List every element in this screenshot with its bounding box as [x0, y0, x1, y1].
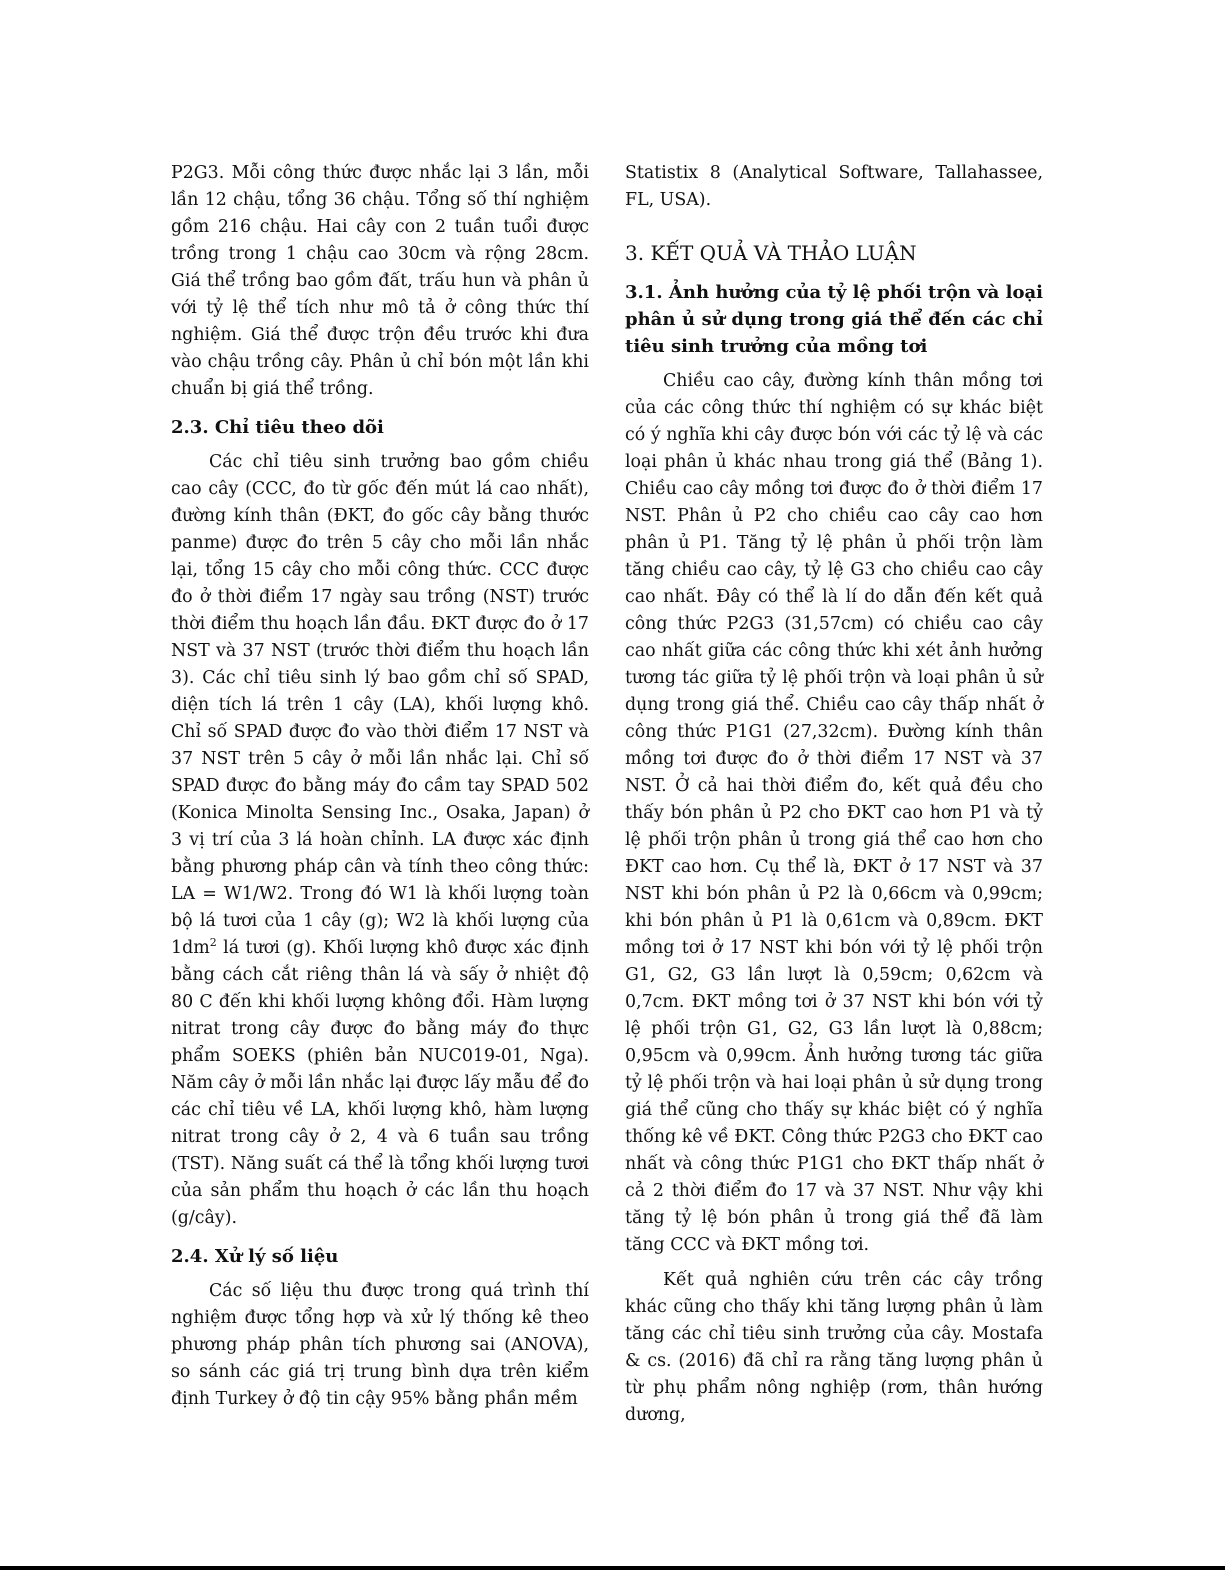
- right-column: [625, 160, 1043, 1429]
- superscript-2: 2: [209, 936, 217, 950]
- section-2-3-paragraph: [171, 449, 589, 1232]
- section-2-4-heading: 2.4. Xử lý số liệu: [171, 1246, 339, 1267]
- section-2-3-text-part-2: lá tươi (g). Khối lượng khô được xác định bằng cách cắt riêng thân lá và sấy ở nhiệt độ 80 C đến khi khối lượng không đổi. Hàm lượng nitrat trong cây được đo bằng máy đo thực phẩm SOEKS (phiên bản NUC019-01, Nga). Năm cây ở mỗi lần nhắc lại được lấy mẫu để đo các chỉ tiêu về LA, khối lượng khô, hàm lượng nitrat trong cây ở 2, 4 và 6 tuần sau trồng (TST). Năng suất cá thể là tổng khối lượng tươi của sản phẩm thu hoạch ở các lần thu hoạch (g/cây).: [171, 938, 589, 1228]
- section-3-1-heading: 3.1. Ảnh hưởng của tỷ lệ phối trộn và loại phân ủ sử dụng trong giá thể đến các chỉ tiêu sinh trưởng của mồng tơi: [625, 282, 1043, 357]
- section-2-4-paragraph: Các số liệu thu được trong quá trình thí nghiệm được tổng hợp và xử lý thống kê theo phương pháp phân tích phương sai (ANOVA), so sánh các giá trị trung bình dựa trên kiểm định Turkey ở độ tin cậy 95% bằng phần mềm: [171, 1281, 589, 1409]
- section-2-3-text-part-1: Các chỉ tiêu sinh trưởng bao gồm chiều cao cây (CCC, đo từ gốc đến mút lá cao nhất), đường kính thân (ĐKT, đo gốc cây bằng thước panme) được đo trên 5 cây cho mỗi lần nhắc lại, tổng 15 cây cho mỗi công thức. CCC được đo ở thời điểm 17 ngày sau trồng (NST) trước thời điểm thu hoạch lần đầu. ĐKT được đo ở 17 NST và 37 NST (trước thời điểm thu hoạch lần 3). Các chỉ tiêu sinh lý bao gồm chỉ số SPAD, diện tích lá trên 1 cây (LA), khối lượng khô. Chỉ số SPAD được đo vào thời điểm 17 NST và 37 NST trên 5 cây ở mỗi lần nhắc lại. Chỉ số SPAD được đo bằng máy đo cầm tay SPAD 502 (Konica Minolta Sensing Inc., Osaka, Japan) ở 3 vị trí của 3 lá hoàn chỉnh. LA được xác định bằng phương pháp cân và tính theo công thức: LA = W1/W2. Trong đó W1 là khối lượng toàn bộ lá tươi của 1 cây (g); W2 là khối lượng của 1dm: [171, 452, 589, 958]
- section-2-3-heading: 2.3. Chỉ tiêu theo dõi: [171, 417, 384, 438]
- intro-paragraph: P2G3. Mỗi công thức được nhắc lại 3 lần, mỗi lần 12 chậu, tổng 36 chậu. Tổng số thí nghiệm gồm 216 chậu. Hai cây con 2 tuần tuổi được trồng trong 1 chậu cao 30cm và rộng 28cm. Giá thể trồng bao gồm đất, trấu hun và phân ủ với tỷ lệ thể tích như mô tả ở công thức thí nghiệm. Giá thể được trộn đều trước khi đưa vào chậu trồng cây. Phân ủ chỉ bón một lần khi chuẩn bị giá thể trồng.: [171, 163, 589, 399]
- left-column: [171, 160, 589, 1413]
- results-paragraph-1: Chiều cao cây, đường kính thân mồng tơi của các công thức thí nghiệm có sự khác biệt có ý nghĩa khi cây được bón với các tỷ lệ và các loại phân ủ khác nhau trong giá thể (Bảng 1). Chiều cao cây mồng tơi được đo ở thời điểm 17 NST. Phân ủ P2 cho chiều cao cây cao hơn phân ủ P1. Tăng tỷ lệ phân ủ phối trộn làm tăng chiều cao cây, tỷ lệ G3 cho chiều cao cây cao nhất. Đây có thể là lí do dẫn đến kết quả công thức P2G3 (31,57cm) có chiều cao cây cao nhất giữa các công thức khi xét ảnh hưởng tương tác giữa tỷ lệ phối trộn và loại phân ủ sử dụng trong giá thể. Chiều cao cây thấp nhất ở công thức P1G1 (27,32cm). Đường kính thân mồng tơi được đo ở thời điểm 17 NST và 37 NST. Ở cả hai thời điểm đo, kết quả đều cho thấy bón phân ủ P2 cho ĐKT cao hơn P1 và tỷ lệ phối trộn phân ủ trong giá thể cao hơn cho ĐKT cao hơn. Cụ thể là, ĐKT ở 17 NST và 37 NST khi bón phân ủ P2 là 0,66cm và 0,99cm; khi bón phân ủ P1 là 0,61cm và 0,89cm. ĐKT mồng tơi ở 17 NST khi bón với tỷ lệ phối trộn G1, G2, G3 lần lượt là 0,59cm; 0,62cm và 0,7cm. ĐKT mồng tơi ở 37 NST khi bón với tỷ lệ phối trộn G1, G2, G3 lần lượt là 0,88cm; 0,95cm và 0,99cm. Ảnh hưởng tương tác giữa tỷ lệ phối trộn và hai loại phân ủ sử dụng trong giá thể cũng cho thấy sự khác biệt có ý nghĩa thống kê về ĐKT. Công thức P2G3 cho ĐKT cao nhất và công thức P1G1 cho ĐKT thấp nhất ở cả 2 thời điểm đo 17 và 37 NST. Như vậy khi tăng tỷ lệ bón phân ủ trong giá thể đã làm tăng CCC và ĐKT mồng tơi.: [625, 371, 1043, 1255]
- continuation-text: Statistix 8 (Analytical Software, Tallahassee, FL, USA).: [625, 163, 1043, 210]
- section-3-heading: 3. KẾT QUẢ VÀ THẢO LUẬN: [625, 241, 917, 265]
- bottom-rule: [0, 1566, 1225, 1570]
- results-paragraph-2: Kết quả nghiên cứu trên các cây trồng khác cũng cho thấy khi tăng lượng phân ủ làm tăng các chỉ tiêu sinh trưởng của cây. Mostafa & cs. (2016) đã chỉ ra rằng tăng lượng phân ủ từ phụ phẩm nông nghiệp (rơm, thân hướng dương,: [625, 1270, 1043, 1425]
